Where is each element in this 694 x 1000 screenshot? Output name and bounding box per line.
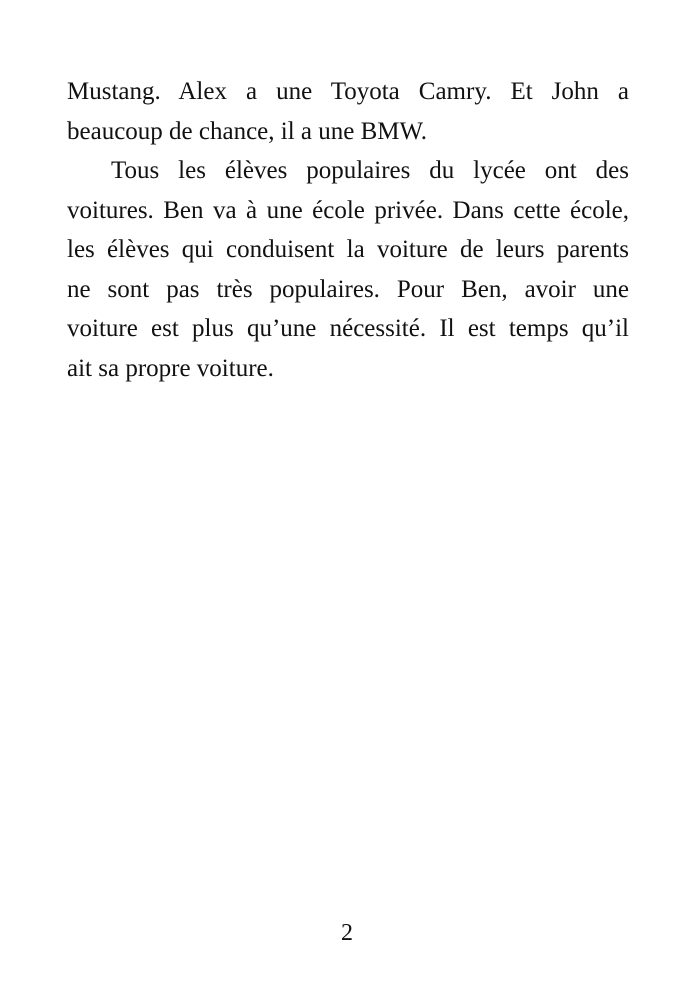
text-line: les élèves qui conduisent la voiture de leurs parents xyxy=(67,236,629,263)
text-line: voiture est plus qu’une nécessité. Il est temps qu’il xyxy=(67,315,629,342)
text-line: Mustang. Alex a une Toyota Camry. Et John a xyxy=(67,78,629,105)
paragraph-start-line: Tous les élèves populaires du lycée ont des xyxy=(111,157,629,184)
body-text xyxy=(67,72,629,388)
text-line: ne sont pas très populaires. Pour Ben, avoir une xyxy=(67,275,629,303)
text-line: voitures. Ben va à une école privée. Dans cette école, xyxy=(67,196,629,224)
page-number: 2 xyxy=(341,920,353,946)
text-line: beaucoup de chance, il a une BMW. xyxy=(67,117,428,145)
text-line: ait sa propre voiture. xyxy=(67,354,274,382)
